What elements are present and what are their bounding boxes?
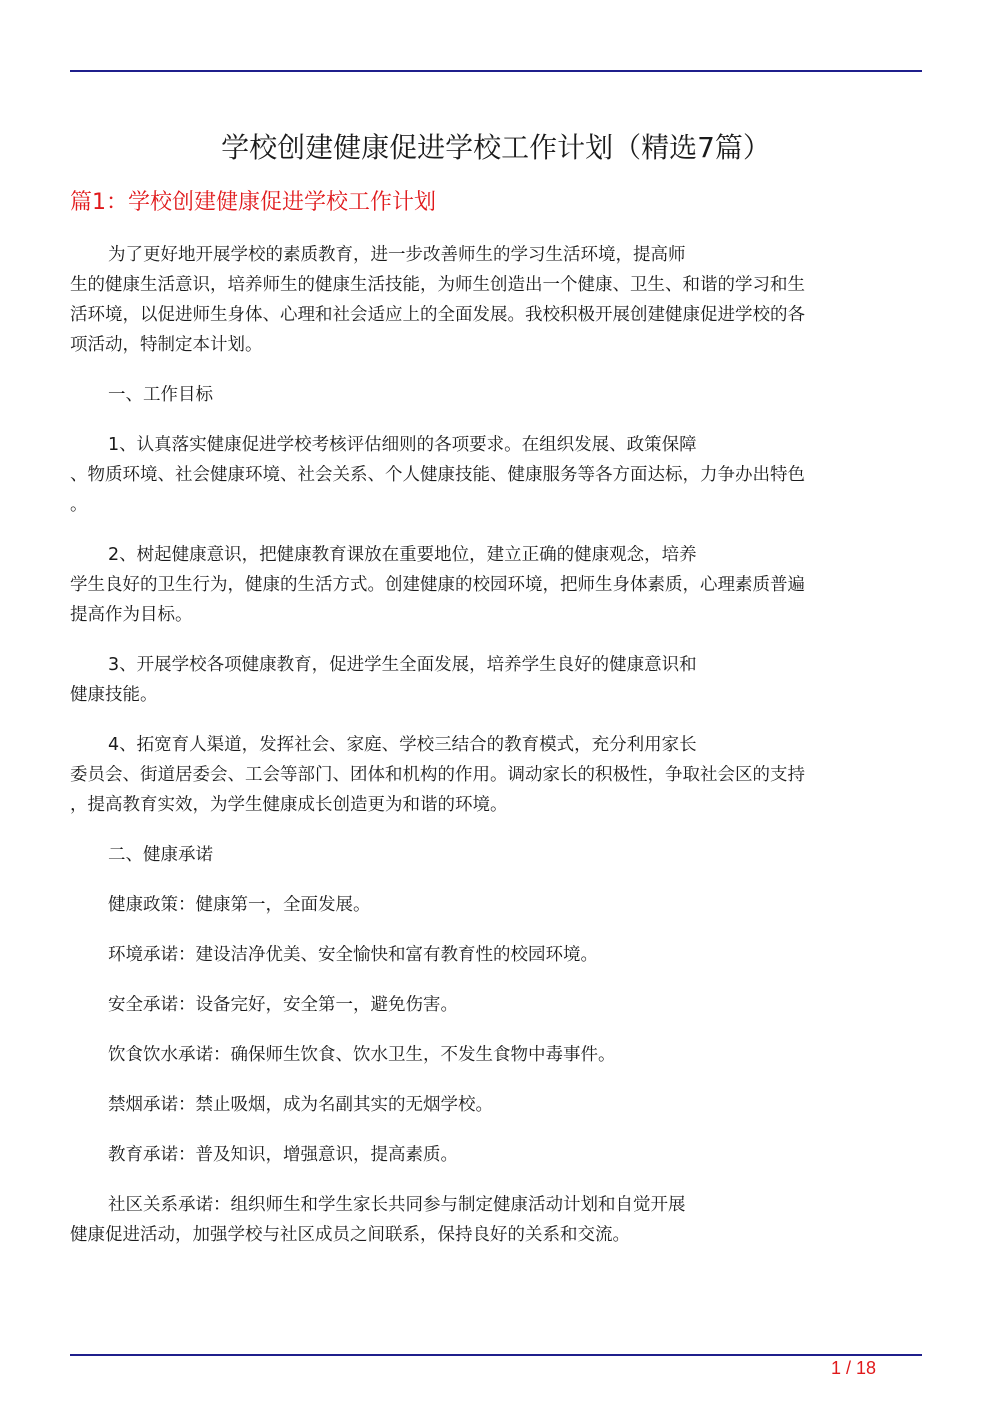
page-number: 1 / 18 bbox=[830, 1358, 876, 1378]
paragraph-line: 4、拓宽育人渠道，发挥社会、家庭、学校三结合的教育模式，充分利用家长 bbox=[108, 735, 697, 755]
commitment-health-policy: 健康政策：健康第一，全面发展。 bbox=[108, 895, 371, 915]
paragraph-line: 。 bbox=[70, 495, 88, 515]
commitment-environment: 环境承诺：建设洁净优美、安全愉快和富有教育性的校园环境。 bbox=[108, 945, 598, 965]
paragraph-line: 为了更好地开展学校的素质教育，进一步改善师生的学习生活环境，提高师 bbox=[108, 245, 686, 265]
commitment-safety: 安全承诺：设备完好，安全第一，避免伤害。 bbox=[108, 995, 458, 1015]
section-heading: 篇1：学校创建健康促进学校工作计划 bbox=[70, 190, 436, 215]
paragraph-goal-2 bbox=[70, 540, 922, 630]
paragraph-line: 1、认真落实健康促进学校考核评估细则的各项要求。在组织发展、政策保障 bbox=[108, 435, 697, 455]
paragraph-line: 健康促进活动，加强学校与社区成员之间联系，保持良好的关系和交流。 bbox=[70, 1225, 630, 1245]
paragraph-line: 提高作为目标。 bbox=[70, 605, 193, 625]
header-rule bbox=[70, 70, 922, 72]
paragraph-line: 学生良好的卫生行为，健康的生活方式。创建健康的校园环境，把师生身体素质，心理素质普遍 bbox=[70, 575, 805, 595]
subheading-work-goals: 一、工作目标 bbox=[108, 385, 213, 405]
paragraph-goal-1 bbox=[70, 430, 922, 520]
paragraph-line: 社区关系承诺：组织师生和学生家长共同参与制定健康活动计划和自觉开展 bbox=[108, 1195, 686, 1215]
document-body bbox=[70, 240, 922, 1270]
paragraph-goal-3 bbox=[70, 650, 922, 710]
paragraph-line: 3、开展学校各项健康教育，促进学生全面发展，培养学生良好的健康意识和 bbox=[108, 655, 697, 675]
footer-rule bbox=[70, 1354, 922, 1356]
paragraph-line: 生的健康生活意识，培养师生的健康生活技能，为师生创造出一个健康、卫生、和谐的学习和生 bbox=[70, 275, 805, 295]
paragraph-line: 健康技能。 bbox=[70, 685, 158, 705]
paragraph-goal-4 bbox=[70, 730, 922, 820]
paragraph-line: ，提高教育实效，为学生健康成长创造更为和谐的环境。 bbox=[70, 795, 508, 815]
commitment-no-smoking: 禁烟承诺：禁止吸烟，成为名副其实的无烟学校。 bbox=[108, 1095, 493, 1115]
paragraph-line: 委员会、街道居委会、工会等部门、团体和机构的作用。调动家长的积极性，争取社会区的支持 bbox=[70, 765, 805, 785]
paragraph-line: 2、树起健康意识，把健康教育课放在重要地位，建立正确的健康观念，培养 bbox=[108, 545, 697, 565]
commitment-community bbox=[70, 1190, 922, 1250]
subheading-health-commitments: 二、健康承诺 bbox=[108, 845, 213, 865]
paragraph-line: 项活动，特制定本计划。 bbox=[70, 335, 263, 355]
commitment-food-water: 饮食饮水承诺：确保师生饮食、饮水卫生，不发生食物中毒事件。 bbox=[108, 1045, 616, 1065]
paragraph-intro bbox=[70, 240, 922, 360]
paragraph-line: 活环境，以促进师生身体、心理和社会适应上的全面发展。我校积极开展创建健康促进学校的各 bbox=[70, 305, 805, 325]
paragraph-line: 、物质环境、社会健康环境、社会关系、个人健康技能、健康服务等各方面达标，力争办出特色 bbox=[70, 465, 805, 485]
commitment-education: 教育承诺：普及知识，增强意识，提高素质。 bbox=[108, 1145, 458, 1165]
document-title: 学校创建健康促进学校工作计划（精选7篇） bbox=[221, 131, 771, 164]
